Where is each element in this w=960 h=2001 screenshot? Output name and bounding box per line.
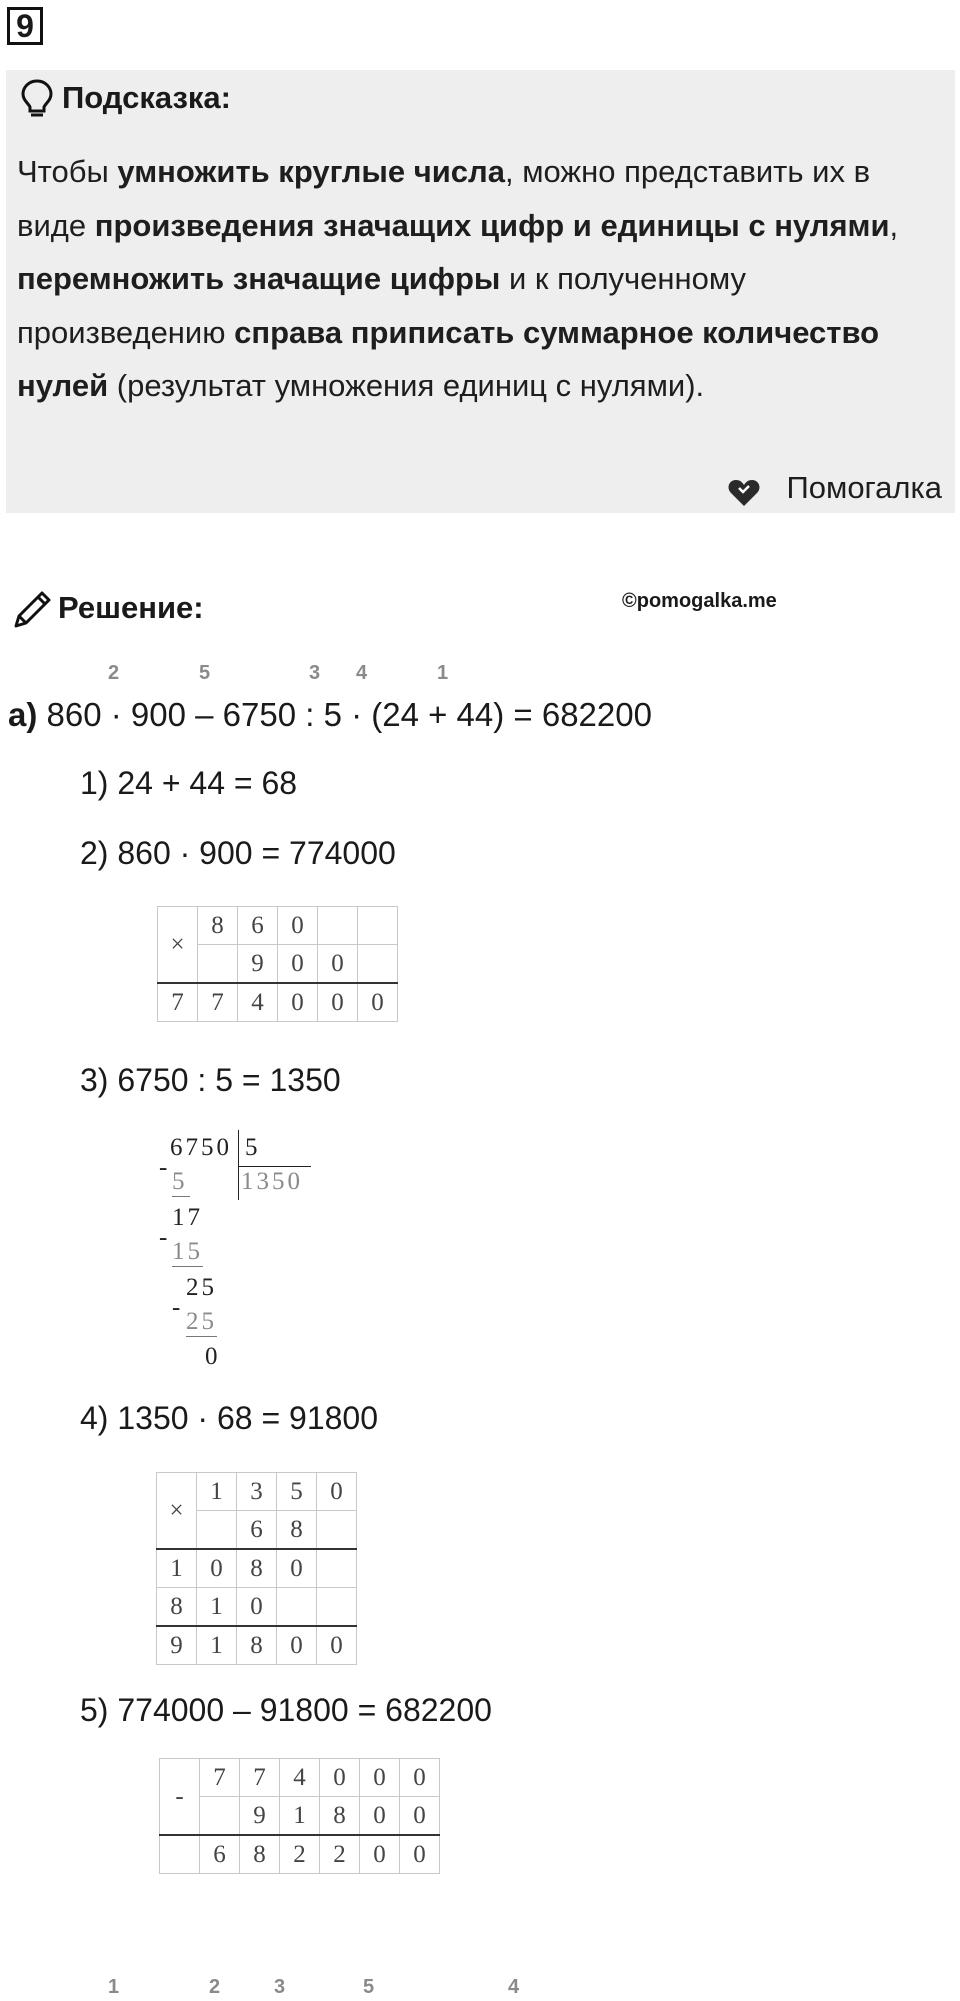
digit-cell: [318, 907, 358, 945]
digit-cell: 6: [238, 907, 278, 945]
step-4: 4) 1350 · 68 = 91800: [80, 1400, 379, 1436]
remainder: 25: [186, 1274, 217, 1301]
digit-cell: 4: [280, 1759, 320, 1797]
digit-cell: 0: [277, 1626, 317, 1665]
task-number: 9: [7, 7, 43, 45]
divisor: 5: [245, 1134, 261, 1161]
multiplication-table-1: [157, 906, 398, 1022]
digit-cell: [197, 1511, 237, 1550]
subtrahend: 15: [172, 1238, 203, 1265]
digit-cell: 0: [400, 1759, 440, 1797]
digit-cell: 0: [400, 1835, 440, 1874]
subtrahend: 5: [172, 1168, 188, 1195]
quotient: 1350: [241, 1168, 303, 1195]
digit-cell: [358, 945, 398, 984]
remainder: 0: [205, 1343, 221, 1370]
copyright: ©pomogalka.me: [622, 590, 777, 612]
order-mark: 1: [437, 662, 449, 684]
hint-bold-part: перемножить значащие цифры: [17, 261, 501, 296]
hint-text-part: , можно представить их в виде: [17, 154, 871, 243]
order-mark: 4: [356, 662, 368, 684]
multiply-sign: ×: [157, 1473, 197, 1550]
digit-cell: [160, 1835, 200, 1874]
digit-cell: [277, 1588, 317, 1627]
solution-title: Решение:: [58, 590, 204, 625]
digit-cell: 0: [197, 1549, 237, 1588]
order-mark: 2: [108, 662, 120, 684]
order-mark: 5: [363, 1976, 375, 1998]
digit-cell: 8: [237, 1626, 277, 1665]
digit-cell: 0: [278, 983, 318, 1022]
step-3: 3) 6750 : 5 = 1350: [80, 1062, 341, 1098]
hint-text-part: (результат умножения единиц с нулями).: [108, 368, 705, 403]
digit-cell: 8: [157, 1588, 197, 1627]
digit-cell: 0: [320, 1759, 360, 1797]
digit-cell: 9: [157, 1626, 197, 1665]
hint-text-part: и к полученному произведению: [17, 261, 747, 350]
order-mark: 4: [508, 1976, 520, 1998]
digit-cell: 0: [358, 983, 398, 1022]
digit-cell: 0: [277, 1549, 317, 1588]
digit-cell: 8: [198, 907, 238, 945]
digit-cell: 7: [158, 983, 198, 1022]
part-label: а): [8, 696, 38, 733]
digit-cell: 9: [240, 1797, 280, 1836]
hint-bold-part: произведения значащих цифр и единицы с нулями: [94, 207, 890, 243]
minus-sign: -: [159, 1224, 171, 1251]
order-mark: 2: [209, 1976, 221, 1998]
order-mark: 3: [309, 662, 321, 684]
digit-cell: 6: [237, 1511, 277, 1550]
order-mark: 3: [274, 1976, 286, 1998]
subtraction-table: [159, 1758, 440, 1874]
digit-cell: 0: [278, 907, 318, 945]
minus-sign: -: [160, 1759, 200, 1836]
step-5: 5) 774000 – 91800 = 682200: [80, 1692, 492, 1728]
digit-cell: 0: [360, 1797, 400, 1836]
digit-cell: 0: [237, 1588, 277, 1627]
digit-cell: 0: [318, 945, 358, 984]
long-division: [155, 1128, 325, 1373]
digit-cell: 1: [197, 1626, 237, 1665]
digit-cell: 7: [198, 983, 238, 1022]
digit-cell: 1: [197, 1588, 237, 1627]
minus-sign: -: [159, 1154, 171, 1181]
digit-cell: 0: [317, 1626, 357, 1665]
digit-cell: [358, 907, 398, 945]
remainder: 17: [172, 1204, 203, 1231]
digit-cell: 3: [237, 1473, 277, 1511]
digit-cell: 1: [197, 1473, 237, 1511]
dividend: 6750: [170, 1134, 232, 1161]
hint-bold-part: умножить круглые числа: [117, 154, 505, 189]
digit-cell: 2: [320, 1835, 360, 1874]
main-expression: [8, 696, 652, 734]
hint-text-part: ,: [889, 207, 899, 243]
digit-cell: 9: [238, 945, 278, 984]
heart-icon: [727, 478, 761, 508]
digit-cell: [200, 1797, 240, 1836]
hint-text-part: Чтобы: [17, 154, 118, 189]
expression: 860 · 900 – 6750 : 5 · (24 + 44) = 682200: [46, 696, 652, 733]
digit-cell: 0: [400, 1797, 440, 1836]
digit-cell: 8: [277, 1511, 317, 1550]
digit-cell: [317, 1588, 357, 1627]
digit-cell: 1: [280, 1797, 320, 1836]
subtrahend: 25: [186, 1308, 217, 1335]
digit-cell: 6: [200, 1835, 240, 1874]
digit-cell: [317, 1549, 357, 1588]
digit-cell: 1: [157, 1549, 197, 1588]
minus-sign: -: [172, 1294, 184, 1321]
pencil-icon: [10, 588, 54, 632]
digit-cell: [198, 945, 238, 984]
digit-cell: 2: [280, 1835, 320, 1874]
brand-name: Помогалка: [786, 470, 942, 505]
digit-cell: 0: [278, 945, 318, 984]
digit-cell: 5: [277, 1473, 317, 1511]
digit-cell: 7: [200, 1759, 240, 1797]
hint-bold-part: справа приписать суммарное количество нулей: [17, 314, 880, 403]
digit-cell: 0: [318, 983, 358, 1022]
digit-cell: 8: [237, 1549, 277, 1588]
digit-cell: 0: [360, 1835, 400, 1874]
order-mark: 1: [108, 1976, 120, 1998]
multiply-sign: ×: [158, 907, 198, 984]
digit-cell: 0: [360, 1759, 400, 1797]
hint-title: Подсказка:: [62, 80, 231, 115]
digit-cell: 8: [240, 1835, 280, 1874]
hint-text: [17, 145, 947, 413]
digit-cell: 4: [238, 983, 278, 1022]
multiplication-table-2: [156, 1472, 357, 1665]
digit-cell: 0: [317, 1473, 357, 1511]
digit-cell: [317, 1511, 357, 1550]
order-mark: 5: [199, 662, 211, 684]
step-1: 1) 24 + 44 = 68: [80, 765, 298, 801]
digit-cell: 8: [320, 1797, 360, 1836]
lightbulb-icon: [20, 78, 54, 118]
step-2: 2) 860 · 900 = 774000: [80, 835, 396, 871]
digit-cell: 7: [240, 1759, 280, 1797]
